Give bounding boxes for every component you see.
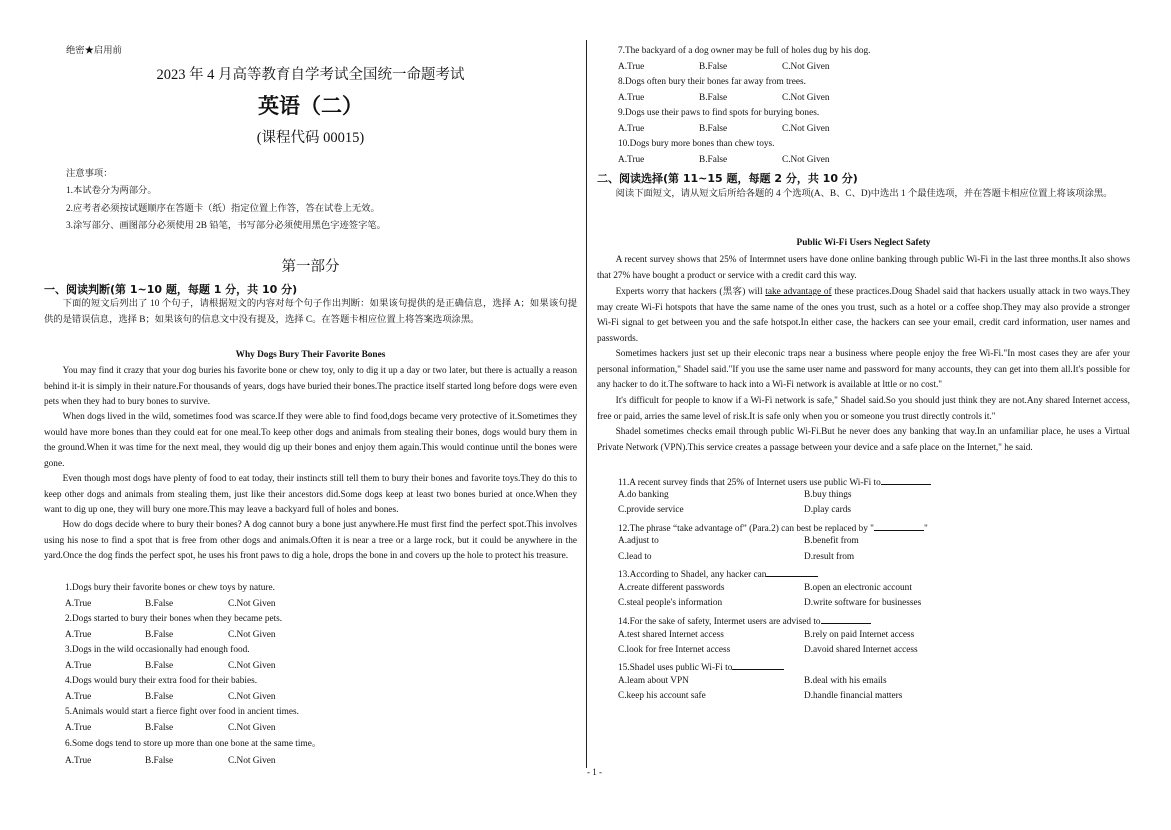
passage2-paragraph: It's difficult for people to know if a Wi-Fi network is safe," Shadel said.So you should just think they are not.Any shared Internet access, free or paid, arries the same level of risk.It is safe only when you or someone you trust directly controls it." [597, 396, 1130, 422]
exam-title: 2023 年 4 月高等教育自学考试全国统一命题考试 [156, 67, 465, 83]
option-b: B.open an electronic account [804, 583, 912, 593]
option-b: B.False [145, 599, 174, 609]
option-c: C.Not Given [228, 599, 276, 609]
question-stem: 3.Dogs in the wild occasionally had enough food. [65, 645, 250, 655]
question-stem: 9.Dogs use their paws to find spots for burying bones. [618, 108, 820, 118]
question-stem: 4.Dogs would bury their extra food for their babies. [65, 676, 258, 686]
option-c: C.Not Given [782, 155, 830, 165]
option-a: A.do banking [618, 490, 669, 500]
answer-blank [881, 474, 931, 485]
answer-blank [732, 659, 784, 670]
option-a: A.True [618, 155, 645, 165]
question-stem: 15.Shadel uses public Wi-Fi to [618, 659, 784, 674]
option-b: B.False [145, 692, 174, 702]
column-divider [586, 40, 587, 768]
option-b: B.False [145, 756, 174, 766]
option-a: A.True [65, 692, 92, 702]
option-d: D.avoid shared Internet access [804, 645, 918, 655]
passage2-title: Public Wi-Fi Users Neglect Safety [796, 238, 931, 248]
option-c: C.Not Given [228, 661, 276, 671]
course-code: (课程代码 00015) [256, 130, 365, 146]
question-stem: 7.The backyard of a dog owner may be full of holes dug by his dog. [618, 46, 871, 56]
answer-blank [766, 566, 818, 577]
option-b: B.False [145, 723, 174, 733]
option-c: C.keep his account safe [618, 691, 706, 701]
option-a: A.adjust to [618, 536, 659, 546]
question-stem: 2.Dogs started to bury their bones when they became pets. [65, 614, 283, 624]
notice-item: 2.应考者必须按试题顺序在答题卡（纸）指定位置上作答，答在试卷上无效。 [66, 204, 380, 214]
option-b: B.False [699, 93, 728, 103]
question-stem: 14.For the sake of safety, Intermet users are advised to [618, 613, 871, 628]
option-a: A.True [65, 661, 92, 671]
option-d: D.play cards [804, 505, 851, 515]
passage2-paragraph: A recent survey shows that 25% of Intermnet users have done online banking through public Wi-Fi in the last three months.It also shows that 27% have bought a product or service with a credit card this way. [597, 255, 1130, 281]
passage2-paragraph: Shadel sometimes checks email through public Wi-Fi.But he never does any banking that way.In an unfamiliar place, he uses a Virtual Private Network (VPN).This service creates a passage between your device and a safe place on the Internet," he said. [597, 427, 1130, 453]
option-c: C.Not Given [228, 630, 276, 640]
passage1-paragraph: How do dogs decide where to bury their bones? A dog cannot bury a bone just anywhere.He must first find the perfect spot.This involves using his nose to find a spot that is free from other dogs and animals.Often it is near a tree or a large rock, but it could be anywhere in the yard.Once the dog finds the perfect spot, he uses his front paws to dig a hole, drops the bone in and covers up the hole to protect his treasure. [44, 520, 577, 561]
p2-before: Experts worry that hackers (黑客) will [615, 287, 766, 297]
option-b: B.buy things [804, 490, 852, 500]
option-a: A.leam about VPN [618, 676, 689, 686]
section1-heading: 一、阅读判断(第 1~10 题，每题 1 分，共 10 分) [44, 283, 298, 296]
section1-intro: 下面的短文后列出了 10 个句子，请根据短文的内容对每个句子作出判断：如果该句提供的是正确信息，选择 A；如果该句提供的是错误信息，选择 B；如果该句的信息文中没有提及，选择 C。在答题卡相应位置上将答案选项涂黑。 [44, 299, 577, 325]
option-a: A.test shared Internet access [618, 630, 724, 640]
question-stem: 6.Some dogs tend to store up more than one bone at the same time。 [65, 739, 322, 749]
passage2-paragraph: Sometimes hackers just set up their eleconic traps near a business where people enjoy the free Wi-Fi."In most cases they are afer your personal information," Shadel said."If you use the same user name and password for many accounts, they can get into them all.It's possible for any hacker to do it.The software to hack into a Wi-Fi network is available at lttle or no cost." [597, 349, 1130, 390]
option-c: C.Not Given [228, 692, 276, 702]
passage1-paragraph: You may find it crazy that your dog buries his favorite bone or chew toy, only to dig it up a day or two later, but there is actually a reason behind it-it is simply in their nature.For thousands of years, dogs have buried their bones.The practice itself started long before dogs were even pets when they had to bury bones to survive. [44, 366, 577, 407]
option-b: B.False [699, 62, 728, 72]
option-c: C.Not Given [782, 93, 830, 103]
option-c: C.steal people's information [618, 598, 723, 608]
option-a: A.True [618, 62, 645, 72]
answer-blank [821, 613, 871, 624]
question-stem: 11.A recent survey finds that 25% of Internet users use public Wi-Fi to [618, 474, 931, 489]
option-b: B.False [699, 155, 728, 165]
option-d: D.handle financial matters [804, 691, 903, 701]
option-a: A.True [65, 630, 92, 640]
question-stem: 12.The phrase “take advantage of” (Para.2) can best be replaced by " " [618, 520, 928, 535]
passage1-title: Why Dogs Bury Their Favorite Bones [235, 350, 386, 360]
option-c: C.Not Given [228, 756, 276, 766]
notice-item: 1.本试卷分为两部分。 [66, 186, 157, 196]
option-b: B.False [699, 124, 728, 134]
option-a: A.True [618, 93, 645, 103]
question-stem: 8.Dogs often bury their bones far away from trees. [618, 77, 806, 87]
answer-blank [874, 520, 924, 531]
question-stem: 1.Dogs bury their favorite bones or chew toys by nature. [65, 583, 275, 593]
option-a: A.True [65, 599, 92, 609]
section2-intro: 阅读下面短文，请从短文后所给各题的 4 个选项(A、B、C、D)中选出 1 个最佳选项，并在答题卡相应位置上将该项涂黑。 [615, 189, 1113, 199]
option-c: C.Not Given [228, 723, 276, 733]
option-b: B.False [145, 661, 174, 671]
option-c: C.lead to [618, 552, 652, 562]
p2-after: these practices.Doug Shadel said that hackers usually attack in two ways.They may create Wi-Fi hotspots that have the same name of the ones you trust, such as a hotel or a coffee shop.They may also provide a stronger Wi-Fi signal to get between you and the safe hotspot.In either case, the hackers can see your email, credit card information, user names and passwords. [597, 287, 1131, 344]
subject-title: 英语（二） [258, 94, 363, 118]
option-c: C.provide service [618, 505, 684, 515]
passage1-paragraph: When dogs lived in the wild, sometimes food was scarce.If they were able to find food,dogs became very protective of it.Sometimes they would have more bones than they could eat for one meal.To keep other dogs and animals from stealing their bones, dogs would bury them in the ground.When it was time for the next meal, they would dig up their bones and enjoy them again.This would continue until the bones were gone. [44, 412, 577, 469]
section2-heading: 二、阅读选择(第 11~15 题，每题 2 分，共 10 分) [597, 172, 858, 185]
option-a: A.True [65, 723, 92, 733]
passage1-paragraph: Even though most dogs have plenty of food to eat today, their instincts still tell them to bury their bones and favorite toys.They do this to keep other dogs and animals from stealing them, just like their ancestors did.Some dogs keep at least two bones buried at once.When they want to dig up one, they will bury one more.This may leave a backyard full of holes and bones. [44, 474, 577, 515]
option-a: A.True [618, 124, 645, 134]
question-stem: 10.Dogs bury more bones than chew toys. [618, 139, 775, 149]
passage2-paragraph [597, 285, 1130, 347]
option-b: B.deal with his emails [804, 676, 887, 686]
option-d: D.write software for businesses [804, 598, 922, 608]
notice-title: 注意事项： [66, 169, 113, 179]
secret-label: 绝密★启用前 [66, 46, 122, 56]
option-a: A.True [65, 756, 92, 766]
part-title: 第一部分 [281, 259, 340, 275]
option-b: B.benefit from [804, 536, 859, 546]
option-c: C.Not Given [782, 62, 830, 72]
option-c: C.Not Given [782, 124, 830, 134]
page-number: - 1 - [587, 767, 602, 777]
option-a: A.create different passwords [618, 583, 725, 593]
option-c: C.look for free Internet access [618, 645, 731, 655]
question-stem: 5.Animals would start a fierce fight over food in ancient times. [65, 707, 299, 717]
p2-underlined-phrase: take advantage of [765, 287, 832, 297]
option-d: D.result from [804, 552, 855, 562]
notice-item: 3.涂写部分、画图部分必须使用 2B 铅笔，书写部分必须使用黑色字迹签字笔。 [66, 221, 386, 231]
question-stem: 13.According to Shadel, any hacker can [618, 566, 818, 581]
option-b: B.False [145, 630, 174, 640]
option-b: B.rely on paid Internet access [804, 630, 915, 640]
